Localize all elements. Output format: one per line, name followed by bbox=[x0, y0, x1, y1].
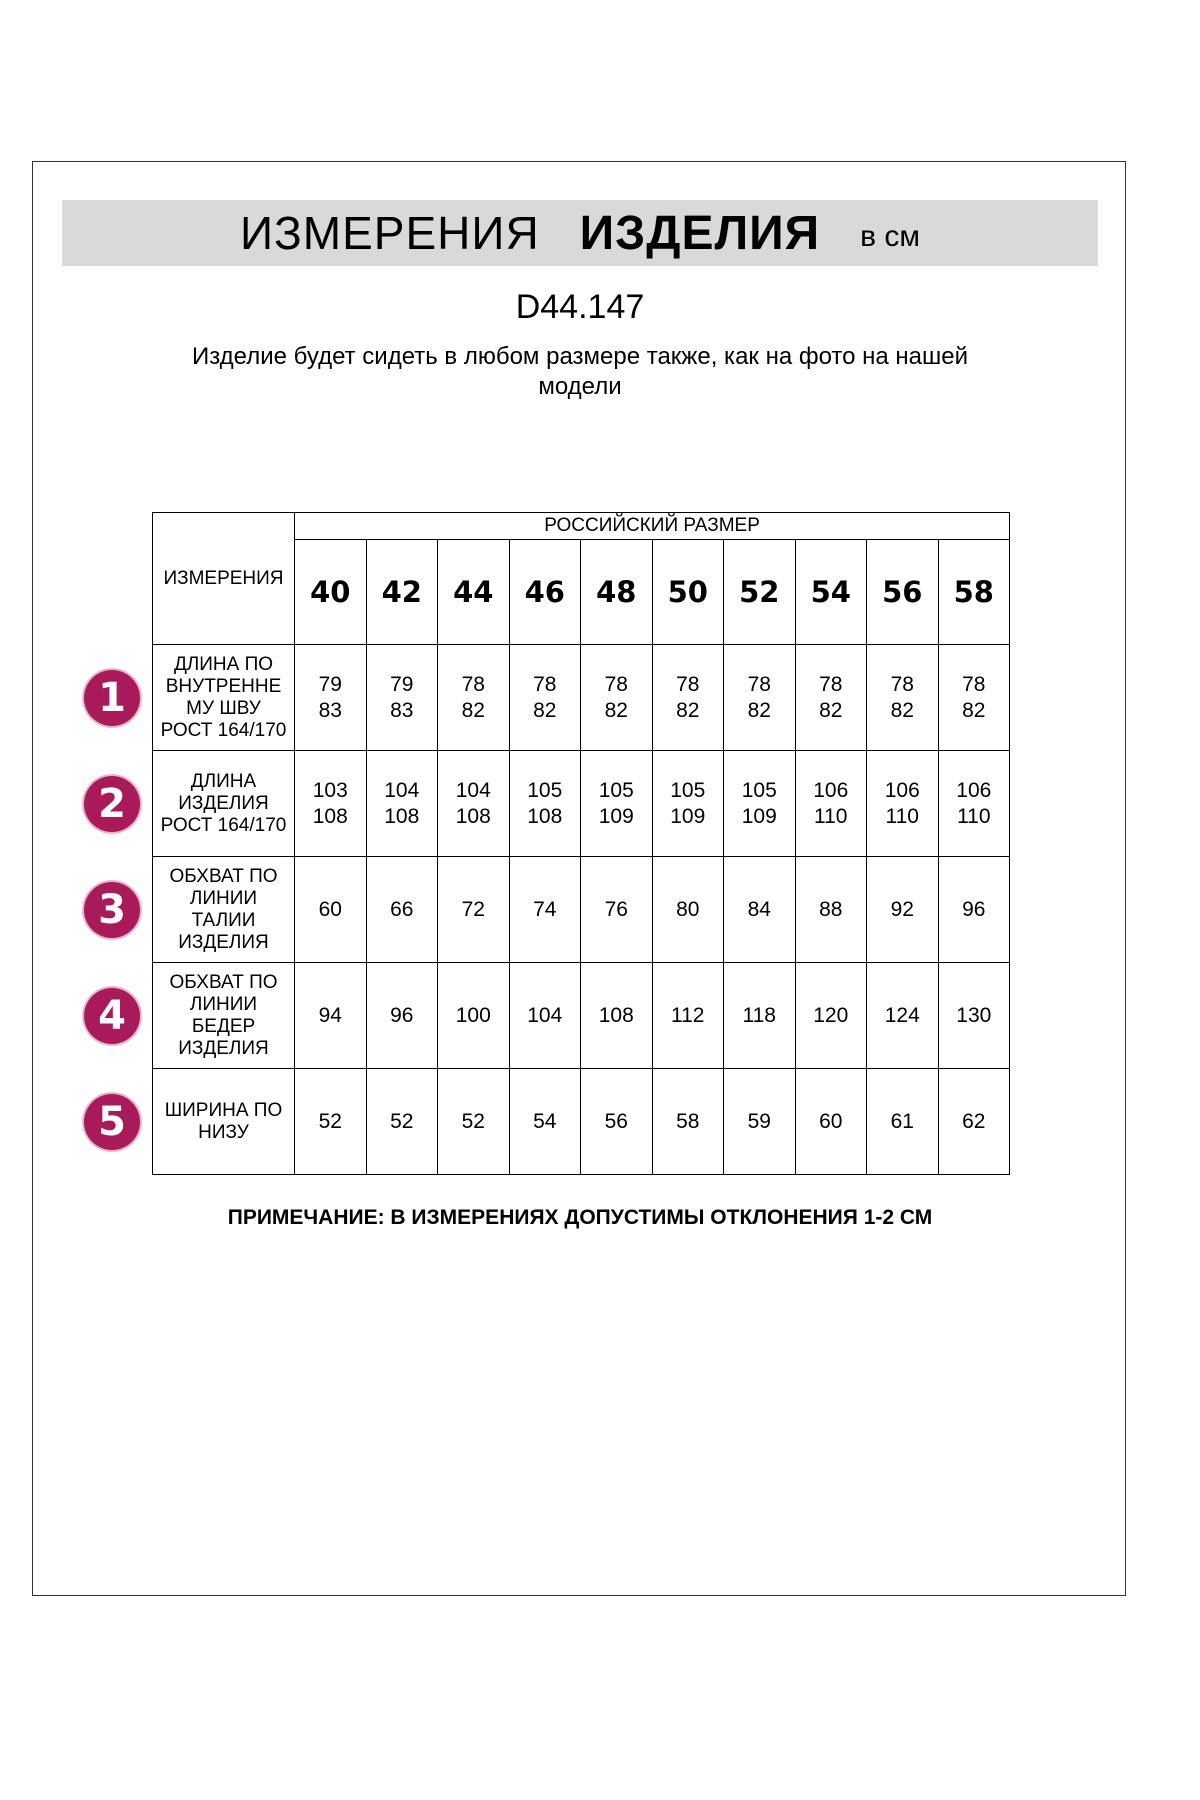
value-line: 82 bbox=[533, 698, 557, 722]
measurement-label-line: ДЛИНА bbox=[190, 770, 257, 792]
value-line: 62 bbox=[962, 1109, 986, 1133]
measurement-label-line: РОСТ 164/170 bbox=[160, 814, 287, 836]
measurement-label-line: РОСТ 164/170 bbox=[160, 719, 287, 741]
value-cell bbox=[366, 857, 438, 963]
value-line: 103 bbox=[312, 778, 348, 802]
value-line: 72 bbox=[461, 897, 485, 921]
measurement-label-line: ОБХВАТ ПО bbox=[169, 865, 278, 887]
value-line: 120 bbox=[813, 1003, 849, 1027]
value-cell bbox=[366, 963, 438, 1069]
value-cell bbox=[581, 857, 653, 963]
value-cell bbox=[438, 1069, 510, 1175]
header-measurements: ИЗМЕРЕНИЯ bbox=[153, 513, 295, 645]
value-line: 52 bbox=[390, 1109, 414, 1133]
value-cell bbox=[438, 857, 510, 963]
value-line: 74 bbox=[533, 897, 557, 921]
value-cell bbox=[509, 645, 581, 751]
measurement-label-line: ИЗДЕЛИЯ bbox=[178, 931, 269, 953]
title-word-product: ИЗДЕЛИЯ bbox=[579, 206, 821, 260]
value-line: 78 bbox=[890, 672, 914, 696]
value-line: 82 bbox=[461, 698, 485, 722]
value-line: 61 bbox=[890, 1109, 914, 1133]
measurement-label-line: ИЗДЕЛИЯ bbox=[178, 1037, 269, 1059]
value-cell bbox=[509, 751, 581, 857]
value-cell bbox=[295, 751, 367, 857]
value-line: 82 bbox=[890, 698, 914, 722]
value-line: 110 bbox=[957, 804, 991, 828]
value-line: 82 bbox=[604, 698, 628, 722]
value-cell bbox=[295, 1069, 367, 1175]
value-line: 96 bbox=[390, 1003, 414, 1027]
value-cell bbox=[652, 963, 724, 1069]
value-cell bbox=[366, 1069, 438, 1175]
value-line: 58 bbox=[676, 1109, 700, 1133]
value-line: 52 bbox=[461, 1109, 485, 1133]
value-line: 109 bbox=[670, 804, 706, 828]
value-line: 108 bbox=[384, 804, 420, 828]
size-header-cell: 50 bbox=[652, 540, 724, 645]
value-cell bbox=[867, 857, 939, 963]
value-cell bbox=[581, 963, 653, 1069]
value-cell bbox=[652, 645, 724, 751]
title-word-measurements: ИЗМЕРЕНИЯ bbox=[239, 207, 540, 259]
value-line: 104 bbox=[384, 778, 420, 802]
value-line: 105 bbox=[527, 778, 563, 802]
value-line: 60 bbox=[318, 897, 342, 921]
measurement-label-line: ТАЛИИ bbox=[191, 909, 256, 931]
value-line: 54 bbox=[533, 1109, 557, 1133]
value-line: 108 bbox=[527, 804, 563, 828]
value-line: 100 bbox=[455, 1003, 491, 1027]
measurement-label-line: ВНУТРЕННЕ bbox=[165, 675, 282, 697]
value-line: 82 bbox=[962, 698, 986, 722]
measurement-label-line: МУ ШВУ bbox=[186, 697, 261, 719]
measurement-label-line: ИЗДЕЛИЯ bbox=[178, 792, 269, 814]
measurement-label bbox=[153, 645, 295, 751]
value-line: 82 bbox=[676, 698, 700, 722]
value-cell bbox=[509, 963, 581, 1069]
value-line: 79 bbox=[318, 672, 342, 696]
value-line: 104 bbox=[527, 1003, 563, 1027]
measurement-label bbox=[153, 1069, 295, 1175]
value-line: 112 bbox=[671, 1003, 705, 1027]
size-header-cell: 42 bbox=[366, 540, 438, 645]
value-line: 108 bbox=[455, 804, 491, 828]
value-line: 94 bbox=[318, 1003, 342, 1027]
value-line: 106 bbox=[813, 778, 849, 802]
value-cell bbox=[938, 963, 1010, 1069]
table-row bbox=[153, 1069, 1010, 1175]
value-line: 118 bbox=[742, 1003, 776, 1027]
value-cell bbox=[867, 751, 939, 857]
value-line: 110 bbox=[814, 804, 848, 828]
value-cell bbox=[652, 751, 724, 857]
row-number-badge: 2 bbox=[84, 776, 140, 832]
value-line: 130 bbox=[956, 1003, 992, 1027]
size-header-cell: 48 bbox=[581, 540, 653, 645]
measurement-label bbox=[153, 751, 295, 857]
value-line: 105 bbox=[670, 778, 706, 802]
value-line: 108 bbox=[598, 1003, 634, 1027]
size-header-cell: 46 bbox=[509, 540, 581, 645]
measurement-label-line: ЛИНИИ bbox=[189, 993, 258, 1015]
size-header-cell: 52 bbox=[724, 540, 796, 645]
measurement-label-line: НИЗУ bbox=[198, 1121, 249, 1143]
value-line: 124 bbox=[884, 1003, 920, 1027]
table-row bbox=[153, 645, 1010, 751]
value-cell bbox=[438, 963, 510, 1069]
value-line: 82 bbox=[747, 698, 771, 722]
value-line: 104 bbox=[455, 778, 491, 802]
value-line: 82 bbox=[819, 698, 843, 722]
value-cell bbox=[795, 1069, 867, 1175]
value-cell bbox=[366, 645, 438, 751]
deviation-note: ПРИМЕЧАНИЕ: В ИЗМЕРЕНИЯХ ДОПУСТИМЫ ОТКЛОНЕНИЯ 1-2 СМ bbox=[227, 1206, 933, 1229]
value-cell bbox=[509, 1069, 581, 1175]
value-cell bbox=[295, 857, 367, 963]
measurement-label-line: ШИРИНА ПО bbox=[164, 1099, 283, 1121]
row-number-badge: 4 bbox=[84, 988, 140, 1044]
value-cell bbox=[724, 1069, 796, 1175]
value-cell bbox=[581, 645, 653, 751]
value-cell bbox=[724, 751, 796, 857]
article-number: D44.147 bbox=[515, 288, 645, 326]
value-cell bbox=[724, 963, 796, 1069]
value-line: 78 bbox=[533, 672, 557, 696]
value-cell bbox=[867, 1069, 939, 1175]
value-line: 110 bbox=[885, 804, 919, 828]
size-header-cell: 40 bbox=[295, 540, 367, 645]
value-cell bbox=[867, 963, 939, 1069]
value-line: 105 bbox=[598, 778, 634, 802]
value-cell bbox=[581, 1069, 653, 1175]
size-table bbox=[152, 512, 1010, 1175]
value-line: 88 bbox=[819, 897, 843, 921]
value-cell bbox=[652, 1069, 724, 1175]
header-russian-size: РОССИЙСКИЙ РАЗМЕР bbox=[295, 513, 1010, 540]
value-cell bbox=[867, 645, 939, 751]
value-cell bbox=[938, 751, 1010, 857]
value-cell bbox=[938, 1069, 1010, 1175]
title-banner bbox=[62, 200, 1098, 266]
value-cell bbox=[295, 963, 367, 1069]
table-row bbox=[153, 751, 1010, 857]
value-cell bbox=[652, 857, 724, 963]
value-cell bbox=[795, 857, 867, 963]
value-line: 105 bbox=[741, 778, 777, 802]
value-line: 80 bbox=[676, 897, 700, 921]
value-cell bbox=[295, 645, 367, 751]
title-unit: в см bbox=[860, 220, 921, 253]
fit-description: Изделие будет сидеть в любом размере также, как на фото на нашей модели bbox=[191, 343, 969, 400]
table-row bbox=[153, 963, 1010, 1069]
value-line: 78 bbox=[461, 672, 485, 696]
value-line: 79 bbox=[390, 672, 414, 696]
row-number-badge: 1 bbox=[84, 670, 140, 726]
value-cell bbox=[795, 751, 867, 857]
value-cell bbox=[724, 645, 796, 751]
value-line: 109 bbox=[741, 804, 777, 828]
size-header-cell: 56 bbox=[867, 540, 939, 645]
value-cell bbox=[938, 645, 1010, 751]
value-line: 59 bbox=[747, 1109, 771, 1133]
size-header-cell: 44 bbox=[438, 540, 510, 645]
value-line: 56 bbox=[604, 1109, 628, 1133]
value-line: 78 bbox=[747, 672, 771, 696]
value-cell bbox=[438, 751, 510, 857]
value-cell bbox=[795, 963, 867, 1069]
value-cell bbox=[938, 857, 1010, 963]
measurement-label bbox=[153, 963, 295, 1069]
value-cell bbox=[724, 857, 796, 963]
value-line: 66 bbox=[390, 897, 414, 921]
value-line: 92 bbox=[890, 897, 914, 921]
value-cell bbox=[438, 645, 510, 751]
row-number-badge: 3 bbox=[84, 882, 140, 938]
value-line: 108 bbox=[312, 804, 348, 828]
value-line: 76 bbox=[604, 897, 628, 921]
value-line: 60 bbox=[819, 1109, 843, 1133]
measurement-label-line: ДЛИНА ПО bbox=[173, 653, 274, 675]
table-row bbox=[153, 857, 1010, 963]
value-line: 78 bbox=[604, 672, 628, 696]
value-line: 52 bbox=[318, 1109, 342, 1133]
value-line: 83 bbox=[318, 698, 342, 722]
value-line: 106 bbox=[884, 778, 920, 802]
measurement-label-line: ЛИНИИ bbox=[189, 887, 258, 909]
value-cell bbox=[795, 645, 867, 751]
value-line: 96 bbox=[962, 897, 986, 921]
measurement-label bbox=[153, 857, 295, 963]
size-header-cell: 54 bbox=[795, 540, 867, 645]
value-line: 78 bbox=[819, 672, 843, 696]
value-cell bbox=[581, 751, 653, 857]
measurement-label-line: ОБХВАТ ПО bbox=[169, 971, 278, 993]
value-line: 78 bbox=[962, 672, 986, 696]
value-line: 83 bbox=[390, 698, 414, 722]
measurement-label-line: БЕДЕР bbox=[191, 1015, 256, 1037]
size-header-cell: 58 bbox=[938, 540, 1010, 645]
value-line: 78 bbox=[676, 672, 700, 696]
value-cell bbox=[366, 751, 438, 857]
value-line: 84 bbox=[747, 897, 771, 921]
row-number-badge: 5 bbox=[84, 1094, 140, 1150]
value-line: 106 bbox=[956, 778, 992, 802]
value-line: 109 bbox=[598, 804, 634, 828]
value-cell bbox=[509, 857, 581, 963]
